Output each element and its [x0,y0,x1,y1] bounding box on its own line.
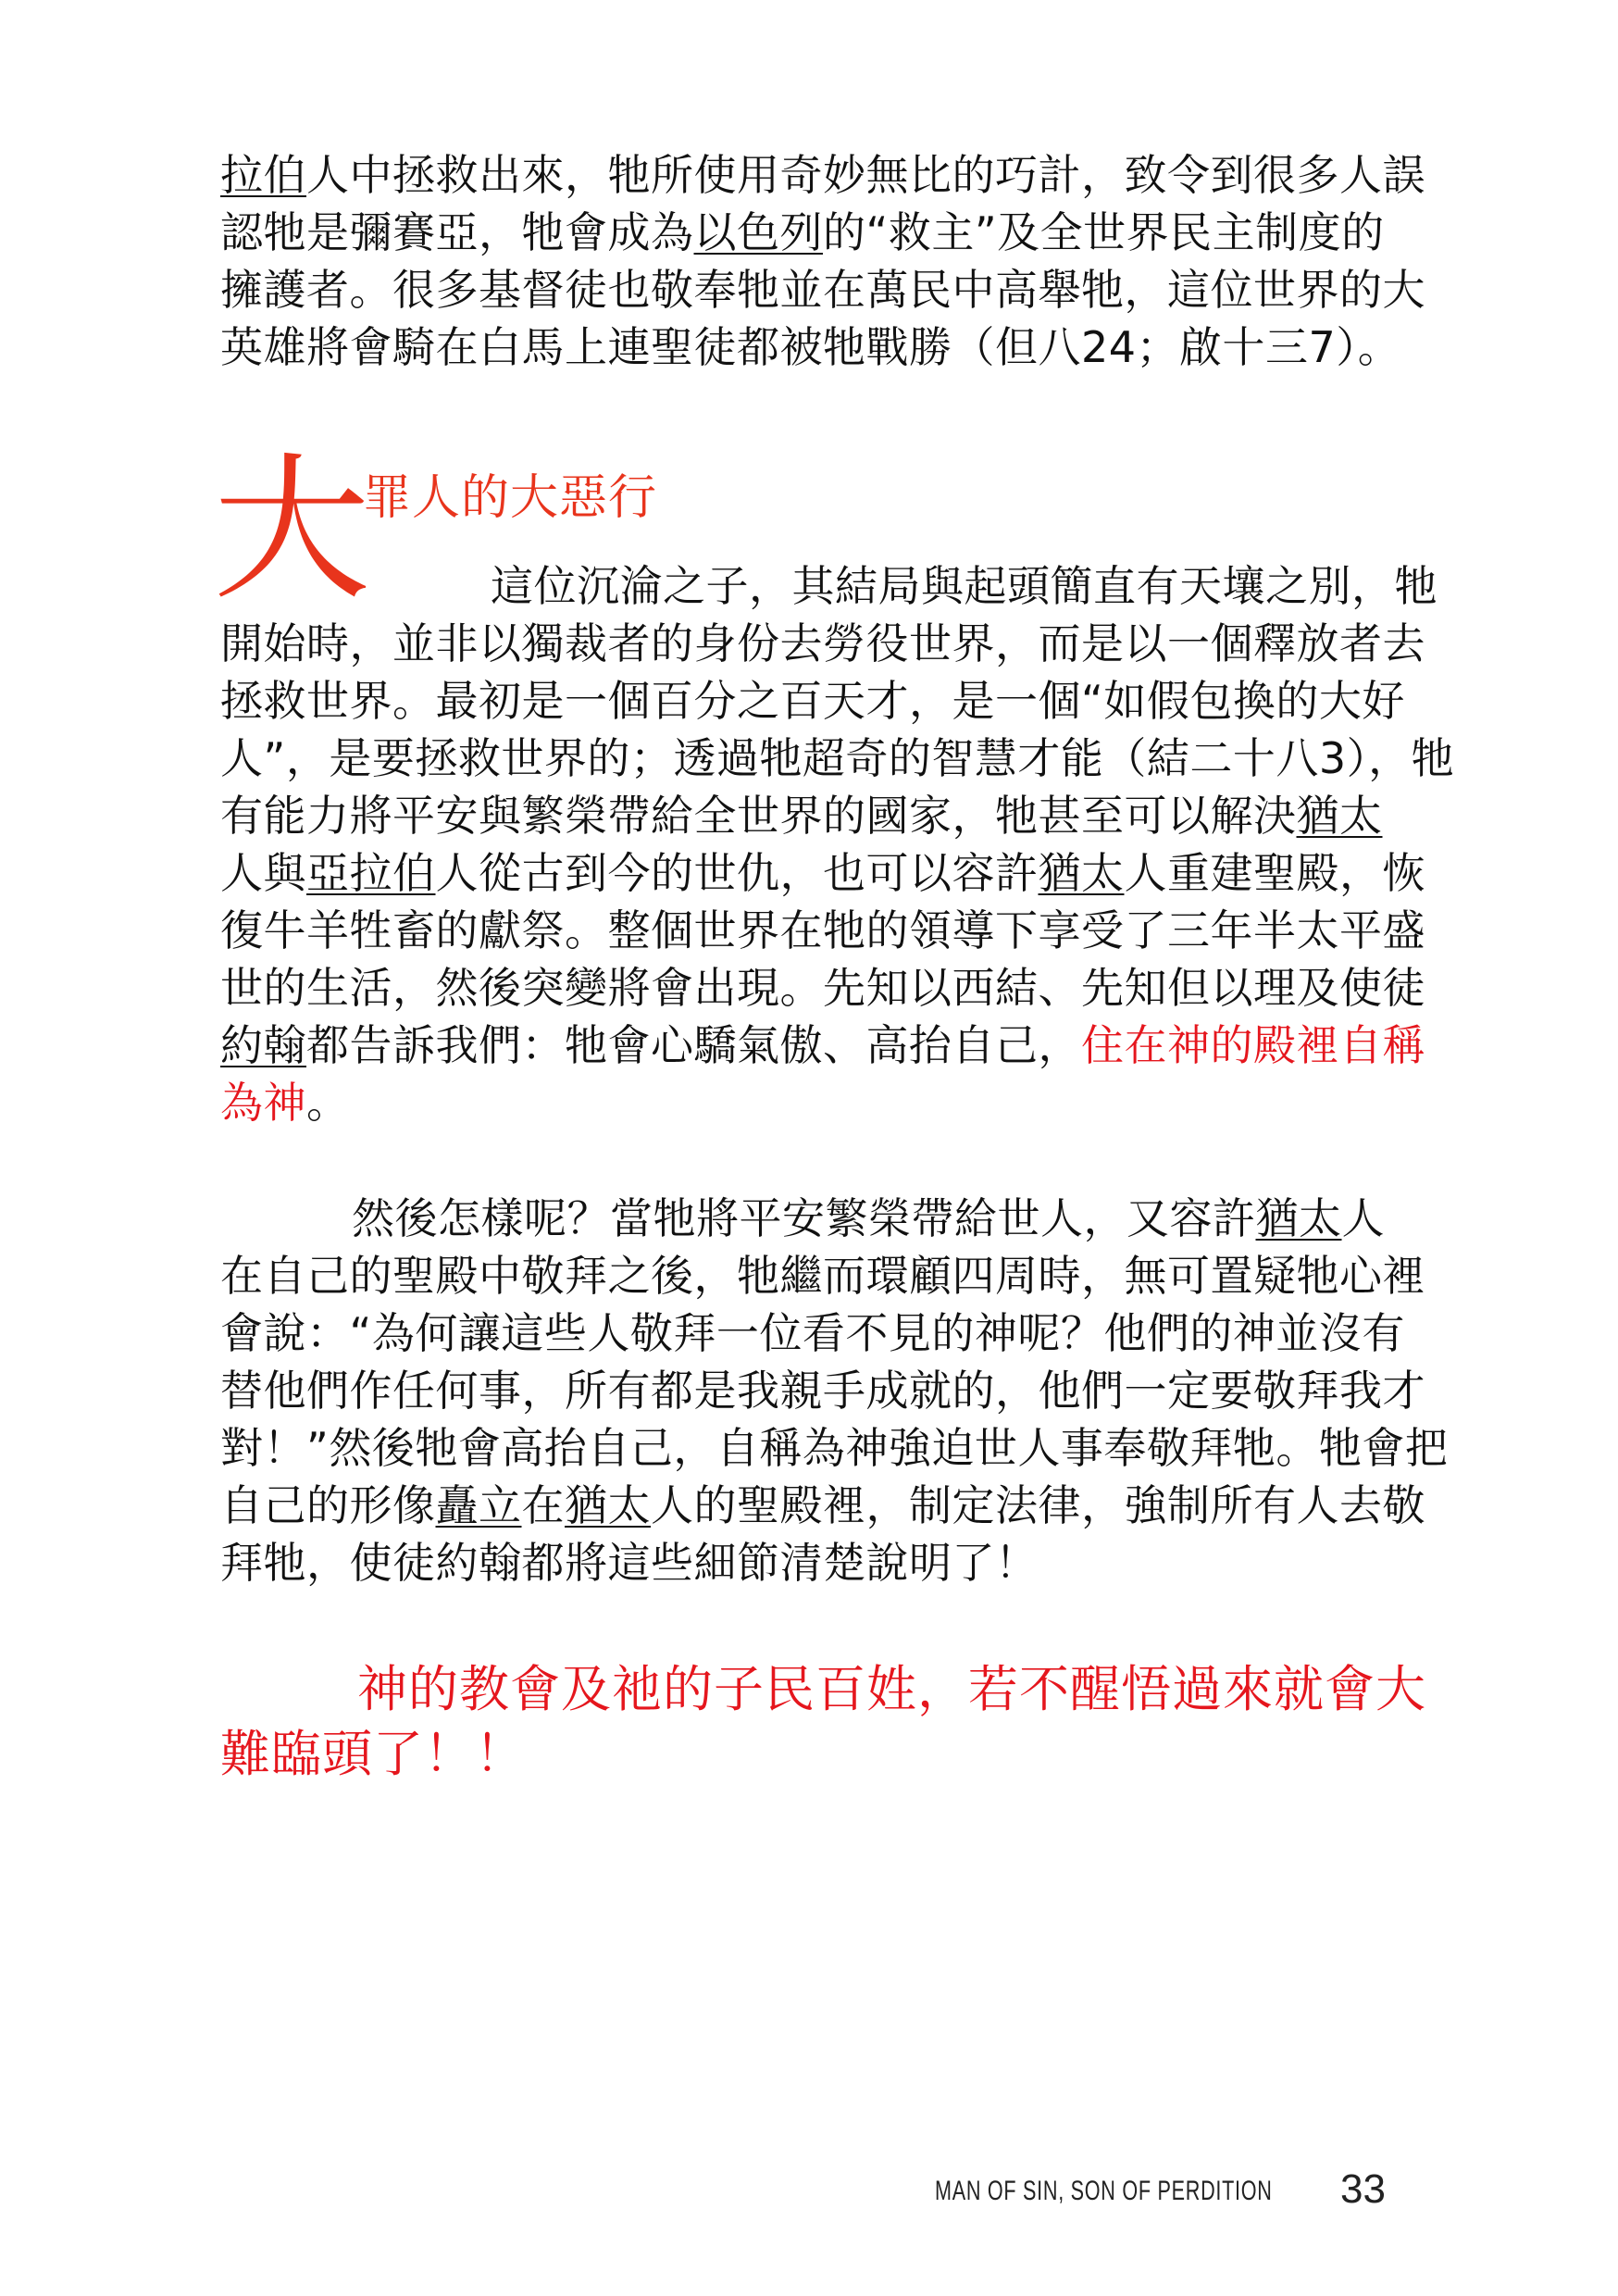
underlined-term: 矗立 [435,1480,522,1530]
text-line: 英雄將會騎在白馬上連聖徒都被牠戰勝（但八24；啟十三7）。 [220,322,1401,372]
text-line: 擁護者。很多基督徒也敬奉牠並在萬民中高舉牠，這位世界的大 [220,265,1425,315]
text-line: 人”，是要拯救世界的；透過牠超奇的智慧才能（結二十八3），牠 [220,733,1455,783]
underlined-term: 亞拉伯 [306,848,436,898]
text-line: 為神。 [220,1078,350,1128]
text-line: 認牠是彌賽亞，牠會成為以色列的“救主”及全世界民主制度的 [220,207,1385,257]
drop-cap: 大 [213,439,371,622]
text-line: 拉伯人中拯救出來，牠所使用奇妙無比的巧計，致令到很多人誤 [220,150,1425,200]
paragraph-continuation [220,1190,1461,1591]
underlined-term: 猶太 [1296,791,1383,841]
text-line: 神的教會及祂的子民百姓，若不醒悟過來就會大 [357,1660,1426,1718]
underlined-term: 約翰 [220,1020,306,1070]
text-line: 復牛羊牲畜的獻祭。整個世界在牠的領導下享受了三年半太平盛 [220,905,1425,955]
underlined-term: 猶太 [1038,848,1125,898]
running-footer-title: MAN OF SIN, SON OF PERDITION [935,2176,1273,2206]
underlined-term: 拉伯 [220,150,306,200]
text-line: 這位沉淪之子，其結局與起頭簡直有天壤之別，牠 [491,561,1438,611]
text-line: 開始時，並非以獨裁者的身份去勞役世界，而是以一個釋放者去 [220,618,1425,668]
text-line: 拯救世界。最初是一個百分之百天才，是一個“如假包換的大好 [220,676,1405,726]
text-line: 替他們作任何事，所有都是我親手成就的，他們一定要敬拜我才 [220,1366,1425,1416]
text-line: 然後怎樣呢？當牠將平安繁榮帶給世人，又容許猶太人 [352,1193,1385,1243]
text-line: 有能力將平安與繁榮帶給全世界的國家，牠甚至可以解決猶太 [220,791,1383,841]
highlighted-text: 住在神的殿裡自稱 [1081,1020,1425,1070]
text-line: 人與亞拉伯人從古到今的世仇，也可以容許猶太人重建聖殿，恢 [220,848,1425,898]
underlined-term: 猶太 [565,1480,651,1530]
paragraph-intro [220,146,1461,376]
text-line: 拜牠，使徒約翰都將這些細節清楚說明了！ [220,1538,1039,1588]
text-line: 約翰都告訴我們：牠會心驕氣傲、高抬自己，住在神的殿裡自稱 [220,1020,1425,1070]
text-line: 在自己的聖殿中敬拜之後，牠繼而環顧四周時，無可置疑牠心裡 [220,1251,1425,1301]
underlined-term: 猶太 [1255,1193,1342,1243]
underlined-term: 以色列 [693,207,823,257]
highlighted-text: 為神 [220,1078,306,1128]
text-line: 對！”然後牠會高抬自己，自稱為神強迫世人事奉敬拜牠。牠會把 [220,1423,1449,1473]
text-line: 自己的形像矗立在猶太人的聖殿裡，制定法律，強制所有人去敬 [220,1480,1425,1530]
text-line: 會說：“為何讓這些人敬拜一位看不見的神呢？他們的神並沒有 [220,1308,1405,1358]
paragraph-section-body [220,557,1461,1131]
page-number: 33 [1340,2166,1386,2212]
section-heading: 罪人的大惡行 [363,470,658,526]
text-line: 難臨頭了！！ [220,1725,526,1783]
closing-exhortation [220,1657,1461,1787]
text-line: 世的生活，然後突變將會出現。先知以西結、先知但以理及使徒 [220,963,1425,1013]
